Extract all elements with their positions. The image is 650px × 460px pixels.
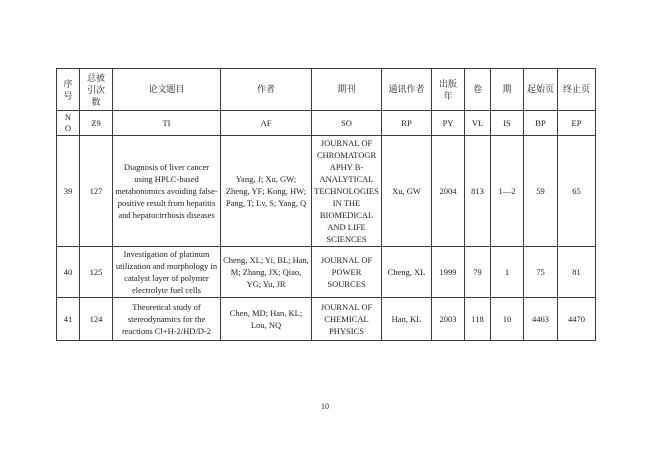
cell-end-page: 81 <box>558 247 596 298</box>
cell-volume: 813 <box>465 136 491 247</box>
cell-publication-year: 2004 <box>432 136 465 247</box>
table-row-39 <box>57 136 596 247</box>
header-code-af: AF <box>221 111 312 136</box>
cell-publication-year: 1999 <box>432 247 465 298</box>
cell-journal: JOURNAL OF CHEMICAL PHYSICS <box>312 298 382 341</box>
header-code-rp: RP <box>382 111 432 136</box>
header-code-py: PY <box>432 111 465 136</box>
cell-volume: 79 <box>465 247 491 298</box>
cell-total-citations: 127 <box>80 136 113 247</box>
cell-end-page: 65 <box>558 136 596 247</box>
header-start-page: 起始页 <box>524 69 558 111</box>
cell-start-page: 59 <box>524 136 558 247</box>
cell-corresponding-author: Han, KL <box>382 298 432 341</box>
cell-issue: 1 <box>491 247 524 298</box>
header-total-citations-label: 总被引次数 <box>86 72 105 107</box>
header-paper-title: 论文题目 <box>113 69 221 111</box>
header-journal: 期刊 <box>312 69 382 111</box>
cell-paper-title: Diagnosis of liver cancer using HPLC-based metabonomics avoiding false-positive result from hepatitis and hepatocirrhosis diseases <box>113 136 221 247</box>
header-publication-year-label: 出版年 <box>438 78 457 101</box>
header-code-no-label: NO <box>64 112 72 133</box>
header-total-citations <box>80 69 113 111</box>
header-serial-number-label: 序号 <box>63 78 73 101</box>
header-code-so: SO <box>312 111 382 136</box>
header-code-z9: Z9 <box>80 111 113 136</box>
header-row-chinese <box>57 69 596 111</box>
table-row-40 <box>57 247 596 298</box>
cell-authors: Yang, J; Xu, GW; Zheng, YF; Kong, HW; Pang, T; Lv, S; Yang, Q <box>221 136 312 247</box>
cell-paper-title: Investigation of platinum utilization and morphology in catalyst layer of polymer electrolyte fuel cells <box>113 247 221 298</box>
header-volume: 卷 <box>465 69 491 111</box>
cell-end-page: 4470 <box>558 298 596 341</box>
header-corresponding-author: 通讯作者 <box>382 69 432 111</box>
cell-total-citations: 125 <box>80 247 113 298</box>
cell-volume: 118 <box>465 298 491 341</box>
cell-serial-number: 41 <box>57 298 80 341</box>
cell-issue: 1—2 <box>491 136 524 247</box>
cell-start-page: 4463 <box>524 298 558 341</box>
cell-publication-year: 2003 <box>432 298 465 341</box>
header-issue: 期 <box>491 69 524 111</box>
header-authors: 作者 <box>221 69 312 111</box>
cell-authors: Cheng, XL; Yi, BL; Han, M; Zhang, JX; Qiao, YG; Yu, JR <box>221 247 312 298</box>
header-publication-year <box>432 69 465 111</box>
page-number: 10 <box>321 402 329 411</box>
table-row-41 <box>57 298 596 341</box>
header-code-vl: VL <box>465 111 491 136</box>
header-code-ep: EP <box>558 111 596 136</box>
cell-serial-number: 39 <box>57 136 80 247</box>
header-serial-number <box>57 69 80 111</box>
cell-journal: JOURNAL OF POWER SOURCES <box>312 247 382 298</box>
cell-paper-title: Theoretical study of stereodynamics for the reactions Cl+H-2/HD/D-2 <box>113 298 221 341</box>
header-code-bp: BP <box>524 111 558 136</box>
header-row-field-codes <box>57 111 596 136</box>
header-end-page: 终止页 <box>558 69 596 111</box>
cell-issue: 10 <box>491 298 524 341</box>
cell-start-page: 75 <box>524 247 558 298</box>
cell-total-citations: 124 <box>80 298 113 341</box>
header-code-no <box>57 111 80 136</box>
header-code-is: IS <box>491 111 524 136</box>
citation-table <box>56 68 596 341</box>
cell-serial-number: 40 <box>57 247 80 298</box>
header-code-ti: TI <box>113 111 221 136</box>
cell-authors: Chen, MD; Han, KL; Lou, NQ <box>221 298 312 341</box>
cell-journal: JOURNAL OF CHROMATOGRAPHY B-ANALYTICAL TECHNOLOGIES IN THE BIOMEDICAL AND LIFE SCIENCES <box>312 136 382 247</box>
cell-corresponding-author: Cheng, XL <box>382 247 432 298</box>
cell-corresponding-author: Xu, GW <box>382 136 432 247</box>
